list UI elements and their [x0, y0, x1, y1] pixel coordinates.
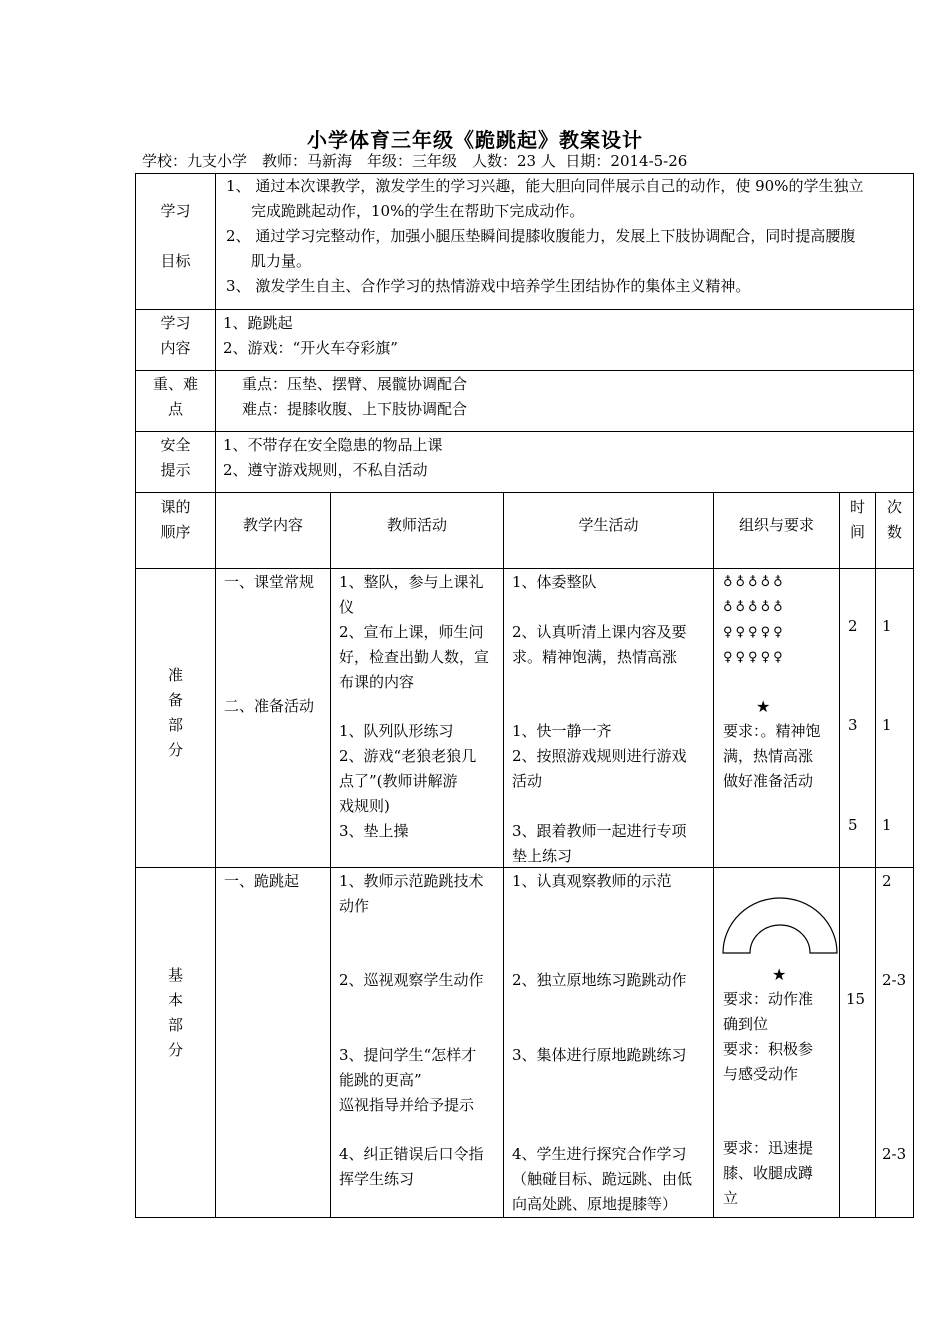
- keypoints-label: 点: [167, 400, 183, 418]
- prep-teacher-line: 1、整队，参与上课礼: [339, 573, 484, 591]
- prep-content-item: 二、准备活动: [224, 697, 315, 715]
- prep-label: 分: [167, 741, 183, 759]
- row-divider: [135, 568, 914, 569]
- prep-label: 备: [167, 691, 183, 709]
- basic-label: 分: [167, 1041, 183, 1059]
- basic-teacher-line: 能跳的更高”: [339, 1071, 422, 1089]
- list-item: [226, 274, 914, 299]
- item-text: 肌力量。: [251, 252, 312, 270]
- prep-teacher-line: 布课的内容: [339, 673, 415, 691]
- basic-time: 15: [846, 990, 866, 1008]
- basic-student-line: 向高处跳、原地提膝等）: [512, 1195, 678, 1213]
- header-order: 顺序: [160, 523, 191, 541]
- prep-teacher-line: 2、宣布上课，师生问: [339, 623, 484, 641]
- prep-label: 部: [167, 716, 183, 734]
- col-divider: [839, 492, 840, 1217]
- prep-content-item: 一、课堂常规: [224, 573, 315, 591]
- prep-student-line: 活动: [512, 772, 543, 790]
- basic-count: 2-3: [882, 1145, 907, 1163]
- basic-teacher-line: 3、提问学生“怎样才: [339, 1046, 477, 1064]
- item-text: 通过本次课教学，激发学生的学习兴趣，能大胆向同伴展示自己的动作，使 90%的学生独立: [255, 177, 864, 195]
- prep-count: 1: [882, 716, 892, 734]
- objectives-label: 学习: [160, 202, 191, 220]
- objectives-list: [226, 174, 914, 299]
- basic-requirement-line: 与感受动作: [723, 1065, 799, 1083]
- lesson-info: 学校：九支小学 教师：马新海 年级：三年级 人数：23 人 日期：2014-5-26: [142, 152, 688, 170]
- header-count: 数: [886, 523, 902, 541]
- keypoint-item: 难点：提膝收腹、上下肢协调配合: [242, 400, 468, 418]
- row-divider: [135, 431, 914, 432]
- basic-count: 2-3: [882, 971, 907, 989]
- basic-student-line: （触碰目标、跪远跳、由低: [512, 1170, 693, 1188]
- item-text: 通过学习完整动作，加强小腿压垫瞬间提膝收腹能力，发展上下肢协调配合，同时提高腰腹: [255, 227, 856, 245]
- header-organization: 组织与要求: [738, 516, 814, 534]
- prep-teacher-line: 1、队列队形练习: [339, 722, 454, 740]
- prep-time: 3: [848, 716, 858, 734]
- basic-requirement-line: 要求：迅速提: [723, 1139, 814, 1157]
- prep-requirement-line: 要求：。精神饱: [723, 722, 821, 740]
- table-border-right: [913, 173, 914, 1217]
- prep-label: 准: [167, 666, 183, 684]
- basic-student-line: 4、学生进行探究合作学习: [512, 1145, 687, 1163]
- semicircle-formation-icon: [720, 894, 840, 956]
- item-number: 3、: [226, 277, 251, 295]
- list-item: [226, 174, 914, 199]
- header-teacher: 教师活动: [386, 516, 447, 534]
- prep-student-line: 1、体委整队: [512, 573, 597, 591]
- prep-teacher-line: 2、游戏“老狼老狼几: [339, 747, 477, 765]
- header-student: 学生活动: [578, 516, 639, 534]
- row-divider: [135, 492, 914, 493]
- formation-row-icon: ♁♁♁♁♁: [723, 575, 786, 590]
- safety-label: 安全: [160, 436, 191, 454]
- item-number: 2、: [226, 227, 251, 245]
- prep-requirement-line: 做好准备活动: [723, 772, 814, 790]
- basic-label: 本: [167, 991, 183, 1009]
- basic-teacher-line: 挥学生练习: [339, 1170, 415, 1188]
- col-divider: [215, 173, 216, 1217]
- prep-student-line: 3、跟着教师一起进行专项: [512, 822, 687, 840]
- prep-teacher-line: 好，检查出勤人数，宣: [339, 648, 490, 666]
- basic-student-line: 3、集体进行原地跪跳练习: [512, 1046, 687, 1064]
- prep-teacher-line: 点了”(教师讲解游: [339, 772, 458, 790]
- basic-requirement-line: 膝、收腿成蹲: [723, 1164, 814, 1182]
- col-divider: [503, 492, 504, 1217]
- basic-requirement-line: 确到位: [723, 1015, 769, 1033]
- content-label: 内容: [160, 339, 191, 357]
- prep-requirement-line: 满，热情高涨: [723, 747, 814, 765]
- basic-student-line: 1、认真观察教师的示范: [512, 872, 672, 890]
- content-item: 1、跪跳起: [223, 314, 293, 332]
- safety-label: 提示: [160, 461, 191, 479]
- formation-row-icon: ♀♀♀♀♀: [723, 625, 786, 640]
- basic-teacher-line: 动作: [339, 897, 370, 915]
- prep-count: 1: [882, 617, 892, 635]
- header-count: 次: [886, 498, 902, 516]
- item-number: 1、: [226, 177, 251, 195]
- prep-student-line: 2、认真听清上课内容及要: [512, 623, 687, 641]
- objectives-label: 目标: [160, 252, 191, 270]
- prep-teacher-line: 3、垫上操: [339, 822, 409, 840]
- col-divider: [330, 492, 331, 1217]
- safety-item: 1、不带存在安全隐患的物品上课: [223, 436, 443, 454]
- keypoints-label: 重、难: [152, 375, 198, 393]
- row-divider: [135, 309, 914, 310]
- basic-count: 2: [882, 872, 892, 890]
- table-border-bottom: [135, 1217, 914, 1218]
- basic-requirement-line: 要求：动作准: [723, 990, 814, 1008]
- prep-student-line: 2、按照游戏规则进行游戏: [512, 747, 687, 765]
- content-label: 学习: [160, 314, 191, 332]
- basic-requirement-line: 立: [723, 1189, 739, 1207]
- header-content: 教学内容: [242, 516, 303, 534]
- keypoint-item: 重点：压垫、摆臂、展髋协调配合: [242, 375, 468, 393]
- basic-label: 部: [167, 1016, 183, 1034]
- prep-student-line: 求。精神饱满，热情高涨: [512, 648, 678, 666]
- prep-student-line: 1、快一静一齐: [512, 722, 612, 740]
- prep-count: 1: [882, 816, 892, 834]
- prep-teacher-line: 戏规则): [339, 797, 390, 815]
- header-time: 间: [849, 523, 865, 541]
- basic-requirement-line: 要求：积极参: [723, 1040, 814, 1058]
- basic-teacher-line: 2、巡视观察学生动作: [339, 971, 484, 989]
- header-time: 时: [849, 498, 865, 516]
- prep-time: 5: [848, 816, 858, 834]
- prep-time: 2: [848, 617, 858, 635]
- list-item: [226, 224, 914, 249]
- teacher-star-icon: ★: [772, 965, 787, 984]
- safety-item: 2、遵守游戏规则，不私自活动: [223, 461, 428, 479]
- basic-teacher-line: 4、纠正错误后口令指: [339, 1145, 484, 1163]
- basic-label: 基: [167, 966, 183, 984]
- formation-row-icon: ♁♁♁♁♁: [723, 600, 786, 615]
- col-divider: [713, 492, 714, 1217]
- row-divider: [135, 370, 914, 371]
- page-title: 小学体育三年级《跪跳起》教案设计: [307, 128, 643, 152]
- basic-student-line: 2、独立原地练习跪跳动作: [512, 971, 687, 989]
- prep-student-line: 垫上练习: [512, 847, 573, 865]
- header-order: 课的: [160, 498, 191, 516]
- item-text: 激发学生自主、合作学习的热情游戏中培养学生团结协作的集体主义精神。: [255, 277, 751, 295]
- basic-teacher-line: 1、教师示范跪跳技术: [339, 872, 484, 890]
- formation-row-icon: ♀♀♀♀♀: [723, 650, 786, 665]
- item-text: 完成跪跳起动作，10%的学生在帮助下完成动作。: [251, 202, 585, 220]
- basic-teacher-line: 巡视指导并给予提示: [339, 1096, 475, 1114]
- prep-teacher-line: 仪: [339, 598, 355, 616]
- basic-content-item: 一、跪跳起: [224, 872, 300, 890]
- col-divider: [875, 492, 876, 1217]
- teacher-star-icon: ★: [756, 697, 771, 716]
- content-item: 2、游戏：“开火车夺彩旗”: [223, 339, 398, 357]
